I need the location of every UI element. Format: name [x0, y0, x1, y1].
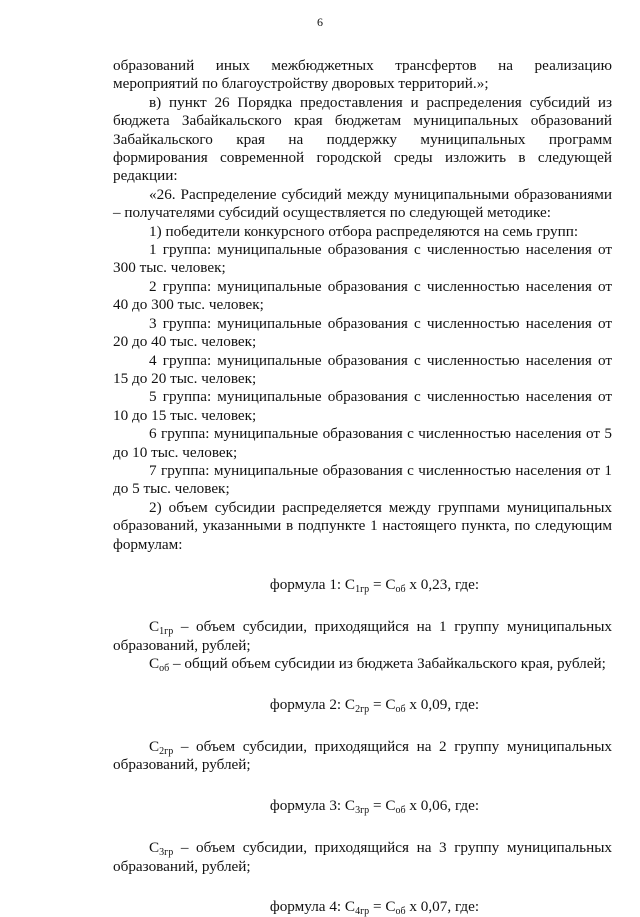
- group-item-5: 5 группа: муниципальные образования с численностью населения от 10 до 15 тыс. человек;: [113, 388, 612, 424]
- group-item-6: 6 группа: муниципальные образования с численностью населения от 5 до 10 тыс. человек;: [113, 425, 612, 461]
- definition-c3: $С_{3гр}$ – объем субсидии, приходящийся на 3 группу муниципальных образований, рублей;: [113, 839, 612, 875]
- paragraph-clause-26: «26. Распределение субсидий между муниципальными образованиями – получателями субсидий осуществляется по следующей методике:: [113, 185, 612, 222]
- formula-2: формула 2: $С_{2гр} = С_{об}$ х 0,09, где:: [269, 695, 480, 715]
- paragraph-distribution: 2) объем субсидии распределяется между группами муниципальных образований, указанными в подпункте 1 настоящего пункта, по следующим формулам:: [113, 498, 612, 553]
- formula-1: формула 1: $С_{1гр} = С_{об}$ х 0,23, где:: [269, 575, 480, 595]
- paragraph-groups-intro: 1) победители конкурсного отбора распределяются на семь групп:: [149, 222, 579, 240]
- group-item-7: 7 группа: муниципальные образования с численностью населения от 1 до 5 тыс. человек;: [113, 461, 612, 498]
- page-number: 6: [317, 15, 323, 29]
- definition-c2: $С_{2гр}$ – объем субсидии, приходящийся на 2 группу муниципальных образований, рублей;: [113, 738, 612, 774]
- formula-3: формула 3: $С_{3гр} = С_{об}$ х 0,06, где:: [269, 796, 480, 816]
- definition-c1: $С_{1гр}$ – объем субсидии, приходящийся на 1 группу муниципальных образований, рублей;: [113, 618, 612, 654]
- formula-4: формула 4: $С_{4гр} = С_{об}$ х 0,07, где:: [269, 898, 480, 917]
- definition-cob: $С_{об}$ – общий объем субсидии из бюджета Забайкальского края, рублей;: [149, 655, 606, 675]
- document-body: [113, 57, 612, 916]
- paragraph-subitem-v: в) пункт 26 Порядка предоставления и распределения субсидий из бюджета Забайкальского края бюджетам муниципальных образований Забайкальского края на поддержку муниципальных программ формирования современной городской среды изложить в следующей редакции:: [113, 93, 612, 185]
- group-item-2: 2 группа: муниципальные образования с численностью населения от 40 до 300 тыс. человек;: [113, 277, 612, 314]
- group-item-3: 3 группа: муниципальные образования с численностью населения от 20 до 40 тыс. человек;: [113, 314, 612, 351]
- paragraph-continuation: образований иных межбюджетных трансфертов на реализацию мероприятий по благоустройству дворовых территорий.»;: [113, 57, 612, 93]
- group-item-1: 1 группа: муниципальные образования с численностью населения от 300 тыс. человек;: [113, 241, 612, 277]
- group-item-4: 4 группа: муниципальные образования с численностью населения от 15 до 20 тыс. человек;: [113, 351, 612, 387]
